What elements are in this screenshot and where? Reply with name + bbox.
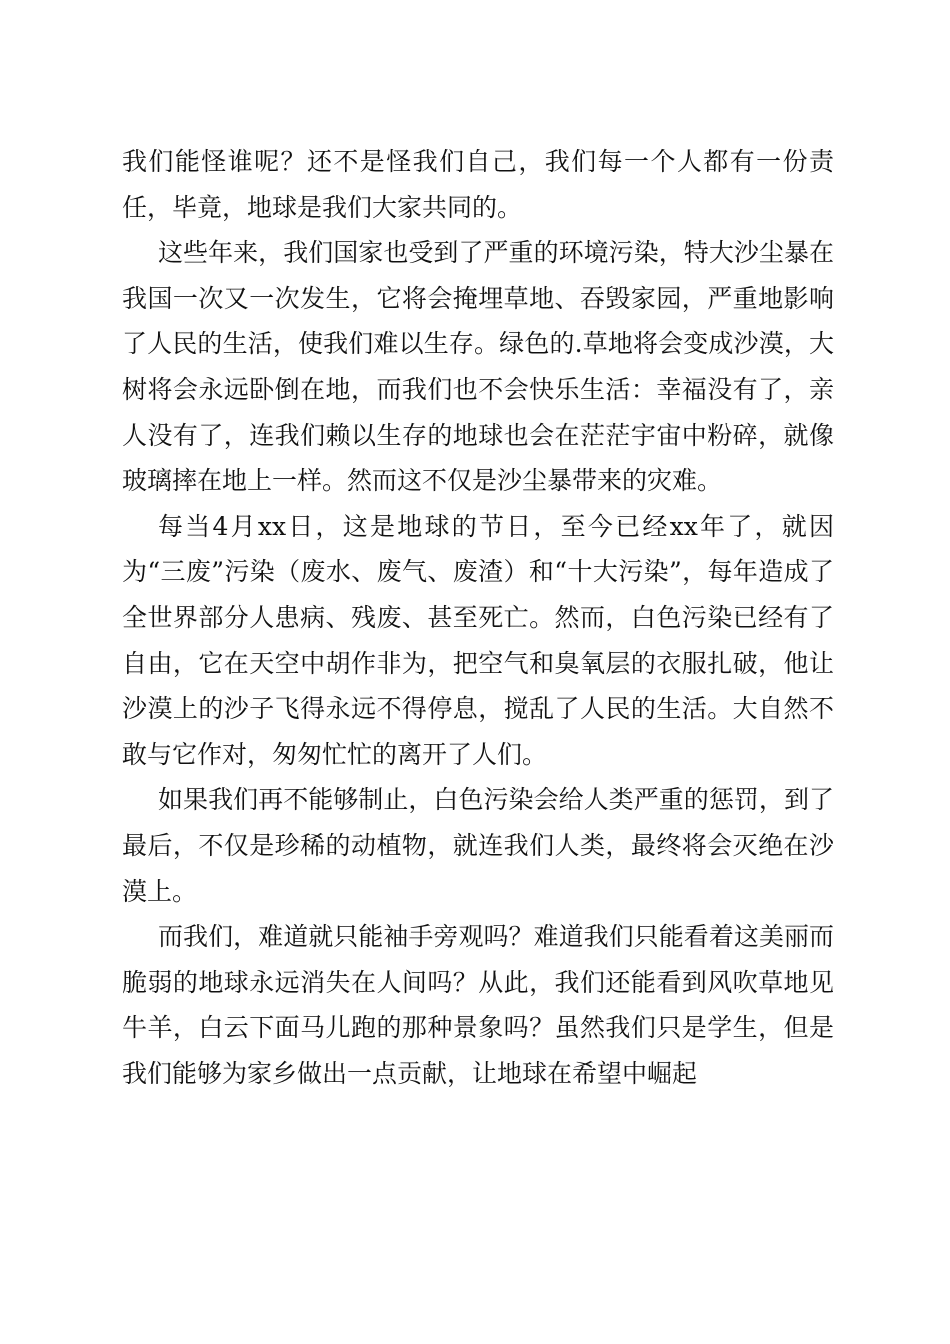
paragraph-1: 我们能怪谁呢？还不是怪我们自己，我们每一个人都有一份责任，毕竟，地球是我们大家共同的。 xyxy=(122,147,834,222)
paragraph-4: 如果我们再不能够制止，白色污染会给人类严重的惩罚，到了最后，不仅是珍稀的动植物，就连我们人类，最终将会灭绝在沙漠上。 xyxy=(122,785,834,906)
document-body xyxy=(122,139,834,1096)
paragraph-5: 而我们，难道就只能袖手旁观吗？难道我们只能看着这美丽而脆弱的地球永远消失在人间吗？从此，我们还能看到风吹草地见牛羊，白云下面马儿跑的那种景象吗？虽然我们只是学生，但是我们能够为家乡做出一点贡献，让地球在希望中崛起 xyxy=(122,922,834,1088)
paragraph-2: 这些年来，我们国家也受到了严重的环境污染，特大沙尘暴在我国一次又一次发生，它将会掩埋草地、吞毁家园，严重地影响了人民的生活，使我们难以生存。绿色的.草地将会变成沙漠，大树将会永远卧倒在地，而我们也不会快乐生活：幸福没有了，亲人没有了，连我们赖以生存的地球也会在茫茫宇宙中粉碎，就像玻璃摔在地上一样。然而这不仅是沙尘暴带来的灾难。 xyxy=(122,238,834,496)
paragraph-3: 每当4月xx日，这是地球的节日，至今已经xx年了，就因为“三废”污染（废水、废气、废渣）和“十大污染”，每年造成了全世界部分人患病、残废、甚至死亡。然而，白色污染已经有了自由，它在天空中胡作非为，把空气和臭氧层的衣服扎破，他让沙漠上的沙子飞得永远不得停息，搅乱了人民的生活。大自然不敢与它作对，匆匆忙忙的离开了人们。 xyxy=(122,511,834,769)
